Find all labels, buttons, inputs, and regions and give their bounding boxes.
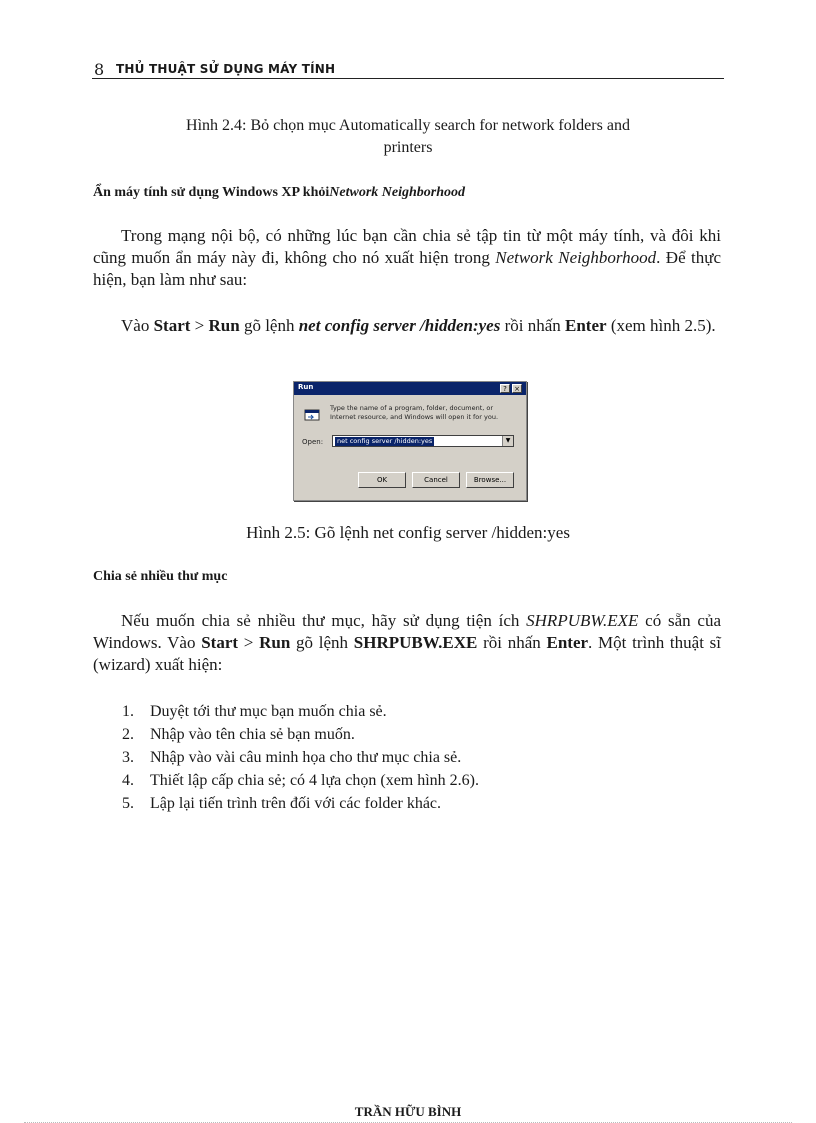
page-footer-author: TRẦN HỮU BÌNH bbox=[354, 1104, 462, 1119]
list-item: 2. Nhập vào tên chia sẻ bạn muốn. bbox=[122, 726, 355, 743]
list-item: 5. Lập lại tiến trình trên đối với các folder khác. bbox=[122, 795, 442, 812]
browse-button[interactable]: Browse... bbox=[466, 472, 514, 488]
run-program-icon bbox=[304, 408, 320, 422]
open-combo-input[interactable] bbox=[332, 435, 514, 447]
figure-2-4-caption bbox=[92, 115, 724, 159]
heading-italic: Network Neighborhood bbox=[329, 185, 465, 200]
open-label: Open: bbox=[302, 438, 324, 446]
paragraph-run-command: Vào Start > Run gõ lệnh net config server /hidden:yes rồi nhấn Enter (xem hình 2.5). bbox=[121, 316, 716, 335]
run-dialog-titlebar bbox=[294, 382, 526, 395]
run-dialog bbox=[293, 381, 527, 501]
page-header bbox=[92, 58, 724, 79]
open-input-value: net config server /hidden:yes bbox=[337, 437, 433, 445]
page-number: 8 bbox=[94, 60, 105, 79]
paragraph-share: Nếu muốn chia sẻ nhiều thư mục, hãy sử dụng tiện ích SHRPUBW.EXE có sẵn của Windows. Vào Start > Run gõ lệnh SHRPUBW.EXE rồi nhấn Enter. Một trình thuật sĩ (wizard) xuất hiện: bbox=[93, 611, 721, 674]
list-item: 4. Thiết lập cấp chia sẻ; có 4 lựa chọn (xem hình 2.6). bbox=[122, 772, 480, 789]
steps-list bbox=[122, 700, 682, 815]
heading-text: Ẩn máy tính sử dụng Windows XP khỏi bbox=[93, 185, 330, 200]
list-item: 1. Duyệt tới thư mục bạn muốn chia sẻ. bbox=[122, 703, 387, 720]
ok-button[interactable]: OK bbox=[358, 472, 406, 488]
cancel-button[interactable]: Cancel bbox=[412, 472, 460, 488]
run-dialog-description: Type the name of a program, folder, document, or Internet resource, and Windows will open it for you. bbox=[330, 404, 499, 421]
section-heading-hide-computer bbox=[93, 185, 725, 201]
chevron-down-icon[interactable]: ▼ bbox=[502, 436, 513, 446]
caption-line-1: Hình 2.4: Bỏ chọn mục Automatically search for network folders and bbox=[186, 117, 630, 134]
header-title: THỦ THUẬT SỬ DỤNG MÁY TÍNH bbox=[116, 62, 336, 76]
run-dialog-title: Run bbox=[298, 383, 314, 391]
figure-2-5-caption: Hình 2.5: Gõ lệnh net config server /hidden:yes bbox=[246, 523, 570, 542]
close-button[interactable]: × bbox=[512, 384, 522, 393]
list-item: 3. Nhập vào vài câu minh họa cho thư mục chia sẻ. bbox=[122, 749, 462, 766]
paragraph-intro: Trong mạng nội bộ, có những lúc bạn cần chia sẻ tập tin từ một máy tính, và đôi khi cũng muốn ẩn máy này đi, không cho nó xuất hiện trong Network Neighborhood. Để thực hiện, bạn làm như sau: bbox=[93, 226, 721, 289]
help-button[interactable]: ? bbox=[500, 384, 510, 393]
caption-line-2: printers bbox=[383, 139, 433, 156]
section-heading-share-folders: Chia sẻ nhiều thư mục bbox=[93, 569, 228, 584]
